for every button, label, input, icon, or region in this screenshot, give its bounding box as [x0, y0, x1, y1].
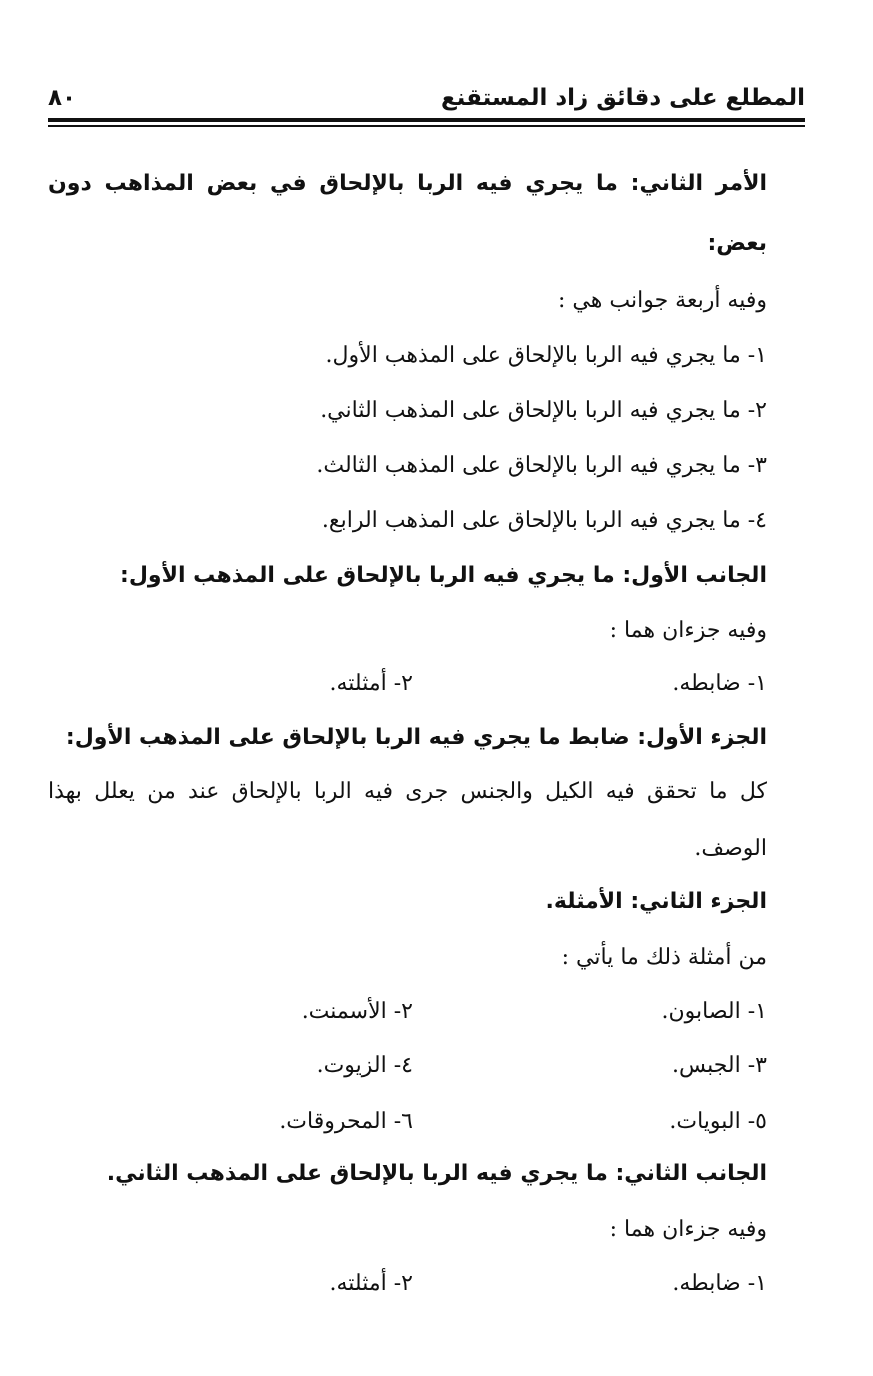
- book-title: المطلع على دقائق زاد المستقنع: [440, 85, 805, 111]
- example-item: ١- الصابون.: [661, 999, 767, 1024]
- example-item: ٦- المحروقات.: [279, 1109, 413, 1134]
- running-header: [48, 82, 805, 116]
- example-item: ٥- البويات.: [669, 1109, 767, 1134]
- page-number: ٨٠: [48, 85, 77, 111]
- main-heading-line-2: بعض:: [707, 231, 767, 256]
- part-2-intro: من أمثلة ذلك ما يأتي :: [561, 945, 767, 970]
- aspect-1-part: ١- ضابطه.: [672, 671, 767, 696]
- part-1-text-line-2: الوصف.: [694, 836, 767, 861]
- list-item: ٤- ما يجري فيه الربا بالإلحاق على المذهب الرابع.: [321, 508, 767, 533]
- header-rule-thick: [48, 118, 805, 122]
- header-rule-thin: [48, 125, 805, 127]
- aspect-2-intro: وفيه جزءان هما :: [609, 1217, 767, 1242]
- main-heading-line-1: الأمر الثاني: ما يجري فيه الربا بالإلحاق في بعض المذاهب دون: [48, 171, 767, 196]
- example-item: ٤- الزيوت.: [316, 1053, 413, 1078]
- example-item: ٣- الجبس.: [672, 1053, 767, 1078]
- aspect-1-part: ٢- أمثلته.: [329, 671, 413, 696]
- aspect-1-heading: الجانب الأول: ما يجري فيه الربا بالإلحاق على المذهب الأول:: [120, 563, 767, 588]
- aspect-2-heading: الجانب الثاني: ما يجري فيه الربا بالإلحاق على المذهب الثاني.: [106, 1161, 767, 1186]
- aspect-1-intro: وفيه جزءان هما :: [609, 618, 767, 643]
- list-item: ٣- ما يجري فيه الربا بالإلحاق على المذهب الثالث.: [316, 453, 767, 478]
- part-2-heading: الجزء الثاني: الأمثلة.: [545, 889, 767, 914]
- aspects-intro: وفيه أربعة جوانب هي :: [558, 288, 767, 313]
- part-1-heading: الجزء الأول: ضابط ما يجري فيه الربا بالإلحاق على المذهب الأول:: [65, 725, 767, 750]
- example-item: ٢- الأسمنت.: [301, 999, 413, 1024]
- list-item: ٢- ما يجري فيه الربا بالإلحاق على المذهب الثاني.: [320, 398, 767, 423]
- list-item: ١- ما يجري فيه الربا بالإلحاق على المذهب الأول.: [325, 343, 767, 368]
- aspect-2-part: ٢- أمثلته.: [329, 1271, 413, 1296]
- aspect-2-part: ١- ضابطه.: [672, 1271, 767, 1296]
- part-1-text-line-1: كل ما تحقق فيه الكيل والجنس جرى فيه الربا بالإلحاق عند من يعلل بهذا: [48, 779, 767, 804]
